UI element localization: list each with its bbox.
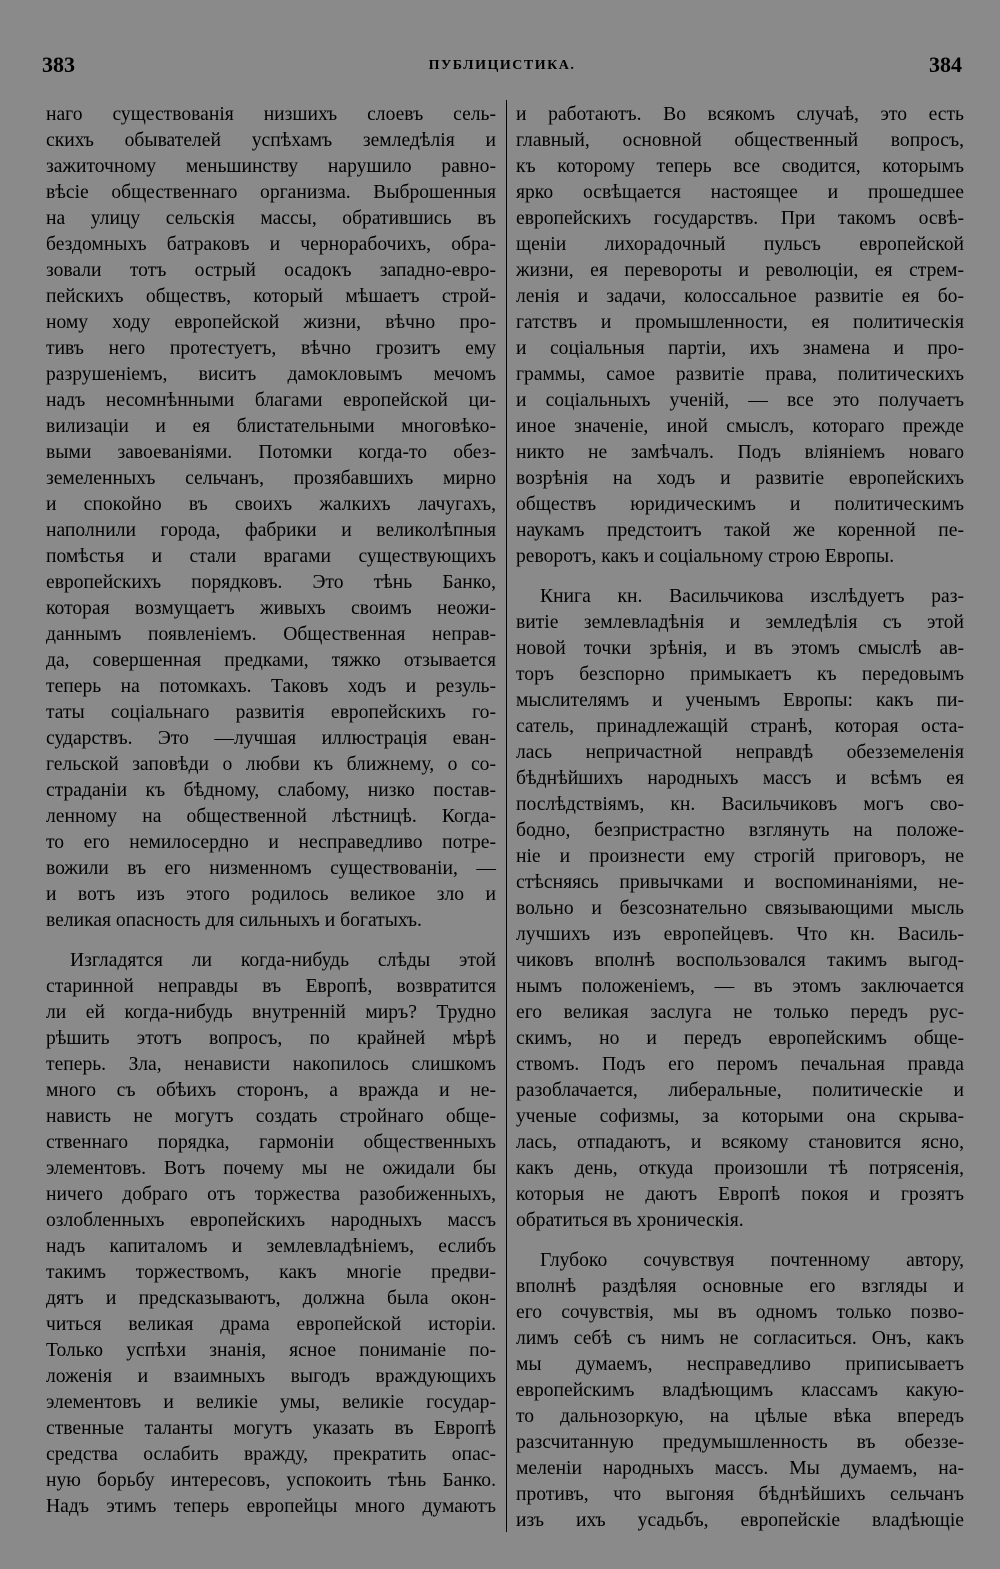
text-line: лась, отпадаютъ, и всякому становится ясно, <box>516 1132 964 1153</box>
text-line: разрушеніемъ, виситъ дамокловымъ мечомъ <box>46 364 496 385</box>
text-line: теперь на потомкахъ. Таковъ ходъ и резуль- <box>46 676 496 697</box>
text-line: новой точки зрѣнія, и въ этомъ смыслѣ ав- <box>516 638 964 659</box>
text-line: рѣшить этотъ вопросъ, по крайней мѣрѣ <box>46 1028 496 1049</box>
text-line: мыслителямъ и ученымъ Европы: какъ пи- <box>516 690 964 711</box>
text-line: къ которому теперь все сводится, которымъ <box>516 156 964 177</box>
text-line: вполнѣ раздѣляя основные его взгляды и <box>516 1276 964 1297</box>
text-line: противъ, что выгоняя бѣднѣйшихъ сельчанъ <box>516 1484 964 1505</box>
text-line: ученые софизмы, за которыми она скрыва- <box>516 1106 964 1127</box>
text-line: надъ несомнѣнными благами европейской ци- <box>46 390 496 411</box>
right-column <box>516 102 964 1534</box>
paragraph <box>516 102 964 570</box>
text-line: реворотъ, какъ и соціальному строю Европы. <box>516 546 895 567</box>
text-line: жизни, ея перевороты и революціи, ея стрем- <box>516 260 964 281</box>
text-line: щеніи лихорадочный пульсъ европейской <box>516 234 964 255</box>
text-line: вилизаціи и ея блистательными многовѣко- <box>46 416 496 437</box>
text-line: тивъ него протестуетъ, вѣчно грозитъ ему <box>46 338 496 359</box>
text-line: дятъ и предсказываютъ, должна была окон- <box>46 1288 496 1309</box>
text-line: иное значеніе, иной смыслъ, котораго прежде <box>516 416 964 437</box>
text-line: послѣдствіямъ, кн. Васильчиковъ могъ сво- <box>516 794 964 815</box>
text-line: ственнаго порядка, гармоніи общественныхъ <box>46 1132 496 1153</box>
text-line: Изгладятся ли когда-нибудь слѣды этой <box>70 950 496 971</box>
text-line: и вотъ изъ этого родилось великое зло и <box>46 884 496 905</box>
text-line: скимъ, но и передъ европейскимъ обще- <box>516 1028 964 1049</box>
text-line: ярко освѣщается настоящее и прошедшее <box>516 182 964 203</box>
text-line: вѣсіе общественнаго организма. Выброшенныя <box>46 182 496 203</box>
text-line: разоблачается, либеральные, политическіе и <box>516 1080 964 1101</box>
text-line: ничего добраго отъ торжества разобиженныхъ, <box>46 1184 496 1205</box>
text-line: даннымъ появленіемъ. Общественная неправ- <box>46 624 496 645</box>
text-line: Книга кн. Васильчикова изслѣдуетъ раз- <box>540 586 964 607</box>
text-line: которая возмущаетъ живыхъ своимъ неожи- <box>46 598 496 619</box>
text-line: страданіи къ бѣдному, слабому, низко постав- <box>46 780 496 801</box>
text-line: сатель, принадлежащій странѣ, которая оста- <box>516 716 964 737</box>
text-line: ленному на общественной лѣстницѣ. Когда- <box>46 806 496 827</box>
text-line: озлобленныхъ европейскихъ народныхъ массъ <box>46 1210 496 1231</box>
text-line: наполнили города, фабрики и великолѣпныя <box>46 520 496 541</box>
text-line: которыя не даютъ Европѣ покоя и грозятъ <box>516 1184 964 1205</box>
text-line: надъ капиталомъ и землевладѣніемъ, еслибъ <box>46 1236 496 1257</box>
text-line: ственные таланты могутъ указать въ Европѣ <box>46 1418 496 1439</box>
text-line: нымъ положеніемъ, — въ этомъ заключается <box>516 976 964 997</box>
text-line: то его немилосердно и несправедливо потре- <box>46 832 496 853</box>
paragraph <box>46 948 496 1520</box>
text-line: старинной неправды въ Европѣ, возвратится <box>46 976 496 997</box>
paragraph-gap <box>46 934 496 948</box>
text-line: ніе и произнести ему строгій приговоръ, не <box>516 846 964 867</box>
text-line: элементовъ и великіе умы, великіе государ- <box>46 1392 496 1413</box>
text-line: элементовъ. Вотъ почему мы не ожидали бы <box>46 1158 496 1179</box>
text-line: вожили въ его низменномъ существованіи, — <box>46 858 496 879</box>
text-line: европейскимъ владѣющимъ классамъ какую- <box>516 1380 964 1401</box>
text-line: Только успѣхи знанія, ясное пониманіе по- <box>46 1340 496 1361</box>
text-line: лимъ себѣ съ нимъ не согласиться. Онъ, какъ <box>516 1328 964 1349</box>
paragraph-gap <box>516 570 964 584</box>
text-line: и работаютъ. Во всякомъ случаѣ, это есть <box>516 104 964 125</box>
text-line: то дальнозоркую, на цѣлые вѣка впередъ <box>516 1406 964 1427</box>
text-line: земеленныхъ сельчанъ, прозябавшихъ мирно <box>46 468 496 489</box>
text-line: стѣсняясь привычками и воспоминаніями, не- <box>516 872 964 893</box>
left-column <box>46 102 496 1520</box>
text-line: сударствъ. Это —лучшая иллюстрація еван- <box>46 728 496 749</box>
text-line: европейскихъ государствъ. При такомъ освѣ- <box>516 208 964 229</box>
text-line: да, совершенная предками, тяжко отзывается <box>46 650 496 671</box>
text-line: граммы, самое развитіе права, политическихъ <box>516 364 964 385</box>
text-line: великая опасность для сильныхъ и богатыхъ. <box>46 910 422 931</box>
text-line: помѣстья и стали врагами существующихъ <box>46 546 496 567</box>
text-line: европейскихъ порядковъ. Это тѣнь Банко, <box>46 572 496 593</box>
text-line: торъ безспорно примыкаетъ къ передовымъ <box>516 664 964 685</box>
text-line: гельской заповѣди о любви къ ближнему, о со- <box>46 754 496 775</box>
text-line: вольно и безсознательно связывающими мысль <box>516 898 964 919</box>
text-line: наукамъ предстоитъ такой же коренной пе- <box>516 520 964 541</box>
text-line: мы думаемъ, несправедливо приписываетъ <box>516 1354 964 1375</box>
paragraph <box>46 102 496 934</box>
text-line: пейскихъ обществъ, который мѣшаетъ строй- <box>46 286 496 307</box>
text-line: таты соціальнаго развитія европейскихъ го- <box>46 702 496 723</box>
text-line: и соціальныхъ ученій, — все это получаетъ <box>516 390 964 411</box>
text-line: такимъ торжествомъ, какъ многіе предви- <box>46 1262 496 1283</box>
text-line: чиковъ вполнѣ воспользовался такимъ выгод- <box>516 950 964 971</box>
text-line: витіе землевладѣнія и земледѣлія съ этой <box>516 612 964 633</box>
text-line: изъ ихъ усадьбъ, европейскіе владѣющіе <box>516 1510 964 1531</box>
page-number-right: 384 <box>929 52 962 77</box>
text-line: обществъ юридическимъ и политическимъ <box>516 494 964 515</box>
text-line: лась непричастной неправдѣ обезземеленія <box>516 742 964 763</box>
text-line: много съ обѣихъ сторонъ, а вражда и не- <box>46 1080 496 1101</box>
text-line: главный, основной общественный вопросъ, <box>516 130 964 151</box>
text-line: Надъ этимъ теперь европейцы много думаютъ <box>46 1496 496 1517</box>
text-line: Глубоко сочувствуя почтенному автору, <box>540 1250 964 1271</box>
text-line: нависть не могутъ создать стройнаго обще- <box>46 1106 496 1127</box>
text-line: читься великая драма европейской исторіи. <box>46 1314 496 1335</box>
text-line: зажиточному меньшинству нарушило равно- <box>46 156 496 177</box>
text-line: ствомъ. Подъ его перомъ печальная правда <box>516 1054 964 1075</box>
text-line: бѣднѣйшихъ народныхъ массъ и всѣмъ ея <box>516 768 964 789</box>
text-line: разсчитанную предумышленность въ обеззе- <box>516 1432 964 1453</box>
text-line: ли ей когда-нибудь внутренній миръ? Трудно <box>46 1002 496 1023</box>
text-line: возрѣнія на ходъ и развитіе европейскихъ <box>516 468 964 489</box>
text-line: его великая заслуга не только передъ рус- <box>516 1002 964 1023</box>
text-line: обратиться въ хроническія. <box>516 1210 744 1231</box>
text-line: меленіи народныхъ массъ. Мы думаемъ, на- <box>516 1458 964 1479</box>
text-line: и спокойно въ своихъ жалкихъ лачугахъ, <box>46 494 496 515</box>
text-line: гатствъ и промышленности, ея политическія <box>516 312 964 333</box>
text-line: на улицу сельскія массы, обратившись въ <box>46 208 496 229</box>
page-header <box>42 52 962 84</box>
text-line: ложенія и взаимныхъ выгодъ враждующихъ <box>46 1366 496 1387</box>
text-line: и соціальныя партіи, ихъ знамена и про- <box>516 338 964 359</box>
text-line: лучшихъ изъ европейцевъ. Что кн. Василь- <box>516 924 964 945</box>
paragraph <box>516 1248 964 1534</box>
text-line: ленія и задачи, колоссальное развитіе ея бо- <box>516 286 964 307</box>
text-line: его сочувствія, мы въ одномъ только позво- <box>516 1302 964 1323</box>
text-line: наго существованія низшихъ слоевъ сель- <box>46 104 496 125</box>
text-line: ную борьбу интересовъ, успокоить тѣнь Банко. <box>46 1470 496 1491</box>
text-line: выми завоеваніями. Потомки когда-то обез- <box>46 442 496 463</box>
paragraph-gap <box>516 1234 964 1248</box>
text-line: скихъ обывателей успѣхамъ земледѣлія и <box>46 130 496 151</box>
paragraph <box>516 584 964 1234</box>
text-line: средства ослабить вражду, прекратить опас- <box>46 1444 496 1465</box>
text-line: бодно, безпристрастно взглянуть на положе- <box>516 820 964 841</box>
text-line: ному ходу европейской жизни, вѣчно про- <box>46 312 496 333</box>
text-line: никто не замѣчалъ. Подъ вліяніемъ новаго <box>516 442 964 463</box>
text-line: бездомныхъ батраковъ и чернорабочихъ, обра- <box>46 234 496 255</box>
page-number-left: 383 <box>42 52 75 77</box>
text-line: зовали тотъ острый осадокъ западно-евро- <box>46 260 496 281</box>
text-line: теперь. Зла, ненависти накопилось слишкомъ <box>46 1054 496 1075</box>
text-line: какъ день, откуда произошли тѣ потрясенія, <box>516 1158 964 1179</box>
column-divider <box>506 100 507 1532</box>
running-title: ПУБЛИЦИСТИКА. <box>428 58 576 73</box>
